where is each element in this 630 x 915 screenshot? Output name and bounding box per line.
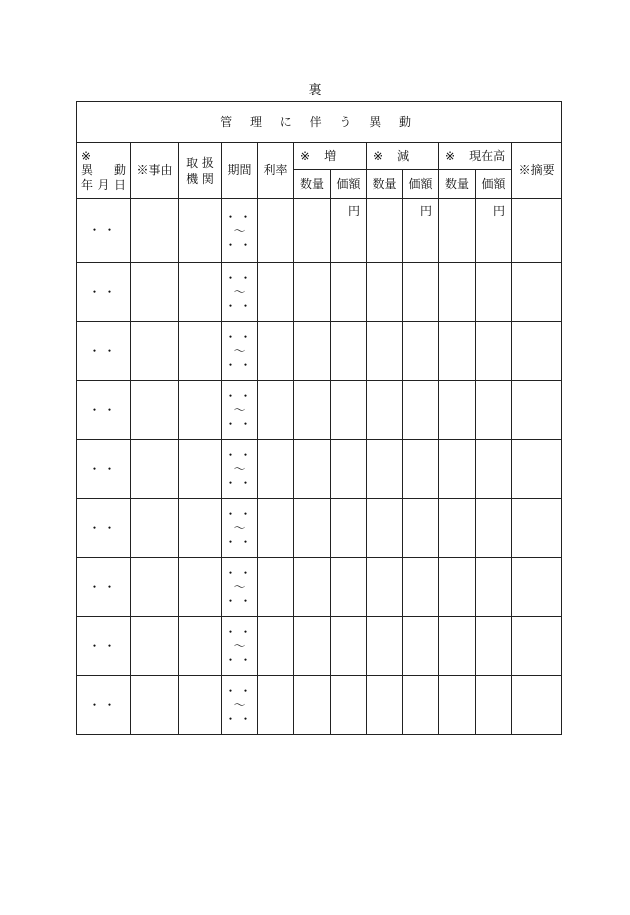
period-cell[interactable]: [222, 676, 258, 735]
header-change-date-word-b: 動: [113, 162, 126, 177]
current-quantity-cell[interactable]: [439, 263, 476, 322]
interest-rate-cell[interactable]: [258, 199, 294, 263]
current-quantity-cell[interactable]: [439, 440, 476, 499]
remarks-cell[interactable]: [512, 558, 562, 617]
decrease-amount-cell[interactable]: [403, 558, 439, 617]
period-wave: ～: [233, 403, 246, 417]
increase-amount-cell[interactable]: 円: [331, 199, 367, 263]
decrease-amount-cell[interactable]: [403, 499, 439, 558]
table-row: [77, 440, 562, 499]
handling-agency-cell[interactable]: [179, 617, 222, 676]
period-end: ・・: [224, 237, 255, 252]
table-row: [77, 499, 562, 558]
reason-cell[interactable]: [131, 499, 179, 558]
period-end: ・・: [224, 476, 255, 490]
increase-quantity-cell[interactable]: [294, 263, 331, 322]
period-wave: ～: [233, 521, 246, 535]
period-start: ・・: [224, 389, 255, 403]
interest-rate-cell[interactable]: [258, 381, 294, 440]
increase-amount-cell[interactable]: [331, 263, 367, 322]
header-handling-agency-bottom: 機 関: [186, 171, 214, 186]
table-row: [77, 199, 562, 263]
header-handling-agency: [179, 143, 222, 199]
header-interest-rate: 利率: [258, 143, 294, 199]
period-cell[interactable]: [222, 263, 258, 322]
period-wave: ～: [233, 580, 246, 594]
increase-quantity-cell[interactable]: [294, 617, 331, 676]
decrease-amount-cell[interactable]: [403, 263, 439, 322]
reason-cell[interactable]: [131, 617, 179, 676]
header-current-quantity: 数量: [439, 170, 476, 199]
period-end: ・・: [224, 653, 255, 667]
header-change-date: [77, 143, 131, 199]
increase-quantity-cell[interactable]: [294, 199, 331, 263]
current-amount-cell[interactable]: [476, 440, 512, 499]
decrease-amount-cell[interactable]: 円: [403, 199, 439, 263]
remarks-cell[interactable]: [512, 381, 562, 440]
period-start: ・・: [224, 330, 255, 344]
header-reason: ※事由: [131, 143, 179, 199]
current-amount-cell[interactable]: [476, 322, 512, 381]
decrease-amount-cell[interactable]: [403, 617, 439, 676]
remarks-cell[interactable]: [512, 617, 562, 676]
current-quantity-cell[interactable]: [439, 199, 476, 263]
reason-cell[interactable]: [131, 199, 179, 263]
handling-agency-cell[interactable]: [179, 499, 222, 558]
header-current-amount: 価額: [476, 170, 512, 199]
handling-agency-cell[interactable]: [179, 199, 222, 263]
increase-quantity-cell[interactable]: [294, 440, 331, 499]
reason-cell[interactable]: [131, 263, 179, 322]
decrease-quantity-cell[interactable]: [367, 381, 403, 440]
current-quantity-cell[interactable]: [439, 676, 476, 735]
current-quantity-cell[interactable]: [439, 617, 476, 676]
period-start: ・・: [224, 448, 255, 462]
header-decrease-quantity: 数量: [367, 170, 403, 199]
period-cell[interactable]: [222, 199, 258, 263]
decrease-quantity-cell[interactable]: [367, 322, 403, 381]
increase-quantity-cell[interactable]: [294, 558, 331, 617]
interest-rate-cell[interactable]: [258, 676, 294, 735]
header-current-balance: [439, 143, 512, 170]
page-heading: 裏: [308, 83, 322, 98]
handling-agency-cell[interactable]: [179, 322, 222, 381]
header-increase-label: 増: [324, 148, 337, 163]
period-end: ・・: [224, 712, 255, 726]
handling-agency-cell[interactable]: [179, 558, 222, 617]
decrease-amount-cell[interactable]: [403, 676, 439, 735]
period-start: ・・: [224, 271, 255, 285]
reason-cell[interactable]: [131, 558, 179, 617]
change-date-cell[interactable]: ・・: [77, 199, 131, 263]
increase-quantity-cell[interactable]: [294, 499, 331, 558]
header-increase-amount: 価額: [331, 170, 367, 199]
increase-quantity-cell[interactable]: [294, 676, 331, 735]
change-date-cell[interactable]: ・・: [77, 617, 131, 676]
header-current-balance-mark: ※: [445, 148, 456, 163]
interest-rate-cell[interactable]: [258, 558, 294, 617]
header-decrease-mark: ※: [373, 148, 384, 163]
table-title: 管 理 に 伴 う 異 動: [77, 102, 562, 143]
decrease-amount-cell[interactable]: [403, 440, 439, 499]
period-cell[interactable]: [222, 617, 258, 676]
reason-cell[interactable]: [131, 322, 179, 381]
remarks-cell[interactable]: [512, 440, 562, 499]
header-date-year: 年: [81, 177, 94, 192]
current-amount-cell[interactable]: 円: [476, 199, 512, 263]
decrease-amount-cell[interactable]: [403, 381, 439, 440]
increase-amount-cell[interactable]: [331, 499, 367, 558]
decrease-quantity-cell[interactable]: [367, 199, 403, 263]
decrease-quantity-cell[interactable]: [367, 558, 403, 617]
period-end: ・・: [224, 358, 255, 372]
period-cell[interactable]: [222, 440, 258, 499]
increase-quantity-cell[interactable]: [294, 322, 331, 381]
header-remarks: ※摘要: [512, 143, 562, 199]
interest-rate-cell[interactable]: [258, 617, 294, 676]
decrease-quantity-cell[interactable]: [367, 263, 403, 322]
decrease-quantity-cell[interactable]: [367, 676, 403, 735]
remarks-cell[interactable]: [512, 499, 562, 558]
interest-rate-cell[interactable]: [258, 499, 294, 558]
period-wave: ～: [233, 223, 246, 238]
remarks-cell[interactable]: [512, 263, 562, 322]
period-start: ・・: [224, 684, 255, 698]
change-date-cell[interactable]: ・・: [77, 322, 131, 381]
header-decrease-amount: 価額: [403, 170, 439, 199]
increase-amount-cell[interactable]: [331, 440, 367, 499]
header-change-date-word-a: 異: [81, 162, 94, 177]
header-handling-agency-top: 取 扱: [186, 155, 214, 170]
handling-agency-cell[interactable]: [179, 440, 222, 499]
change-date-cell[interactable]: ・・: [77, 558, 131, 617]
period-cell[interactable]: [222, 499, 258, 558]
current-amount-cell[interactable]: [476, 676, 512, 735]
table-row: [77, 263, 562, 322]
current-amount-cell[interactable]: [476, 381, 512, 440]
header-current-balance-label: 現在高: [469, 148, 506, 163]
period-wave: ～: [233, 285, 246, 299]
change-date-cell[interactable]: ・・: [77, 263, 131, 322]
period-end: ・・: [224, 417, 255, 431]
change-date-cell[interactable]: ・・: [77, 499, 131, 558]
period-end: ・・: [224, 594, 255, 608]
period-start: ・・: [224, 566, 255, 580]
reason-cell[interactable]: [131, 381, 179, 440]
remarks-cell[interactable]: [512, 676, 562, 735]
interest-rate-cell[interactable]: [258, 263, 294, 322]
current-amount-cell[interactable]: [476, 617, 512, 676]
period-end: ・・: [224, 535, 255, 549]
period-wave: ～: [233, 639, 246, 653]
header-date-day: 日: [113, 177, 126, 192]
table-row: [77, 676, 562, 735]
current-amount-cell[interactable]: [476, 263, 512, 322]
current-amount-cell[interactable]: [476, 558, 512, 617]
asset-change-table: [76, 101, 562, 735]
period-cell[interactable]: [222, 322, 258, 381]
table-row: [77, 617, 562, 676]
decrease-quantity-cell[interactable]: [367, 440, 403, 499]
period-cell[interactable]: [222, 381, 258, 440]
current-quantity-cell[interactable]: [439, 322, 476, 381]
increase-amount-cell[interactable]: [331, 322, 367, 381]
interest-rate-cell[interactable]: [258, 440, 294, 499]
header-decrease: [367, 143, 439, 170]
header-period: 期間: [222, 143, 258, 199]
table-row: [77, 322, 562, 381]
remarks-cell[interactable]: [512, 199, 562, 263]
increase-amount-cell[interactable]: [331, 617, 367, 676]
increase-amount-cell[interactable]: [331, 558, 367, 617]
header-increase-quantity: 数量: [294, 170, 331, 199]
period-start: ・・: [224, 625, 255, 639]
period-start: ・・: [224, 209, 255, 224]
increase-quantity-cell[interactable]: [294, 381, 331, 440]
change-date-cell[interactable]: ・・: [77, 676, 131, 735]
interest-rate-cell[interactable]: [258, 322, 294, 381]
increase-amount-cell[interactable]: [331, 381, 367, 440]
reason-cell[interactable]: [131, 440, 179, 499]
period-start: ・・: [224, 507, 255, 521]
decrease-amount-cell[interactable]: [403, 322, 439, 381]
increase-amount-cell[interactable]: [331, 676, 367, 735]
table-body: [77, 199, 562, 735]
period-wave: ～: [233, 698, 246, 712]
period-cell[interactable]: [222, 558, 258, 617]
change-date-cell[interactable]: ・・: [77, 381, 131, 440]
table-row: [77, 558, 562, 617]
header-increase: [294, 143, 367, 170]
period-wave: ～: [233, 344, 246, 358]
handling-agency-cell[interactable]: [179, 676, 222, 735]
period-end: ・・: [224, 299, 255, 313]
header-date-month: 月: [97, 177, 110, 192]
current-quantity-cell[interactable]: [439, 381, 476, 440]
table-row: [77, 381, 562, 440]
change-date-cell[interactable]: ・・: [77, 440, 131, 499]
header-decrease-label: 減: [397, 148, 410, 163]
header-change-date-mark: ※: [81, 148, 92, 163]
current-quantity-cell[interactable]: [439, 558, 476, 617]
handling-agency-cell[interactable]: [179, 381, 222, 440]
header-increase-mark: ※: [300, 148, 311, 163]
decrease-quantity-cell[interactable]: [367, 499, 403, 558]
reason-cell[interactable]: [131, 676, 179, 735]
current-quantity-cell[interactable]: [439, 499, 476, 558]
current-amount-cell[interactable]: [476, 499, 512, 558]
remarks-cell[interactable]: [512, 322, 562, 381]
handling-agency-cell[interactable]: [179, 263, 222, 322]
period-wave: ～: [233, 462, 246, 476]
decrease-quantity-cell[interactable]: [367, 617, 403, 676]
